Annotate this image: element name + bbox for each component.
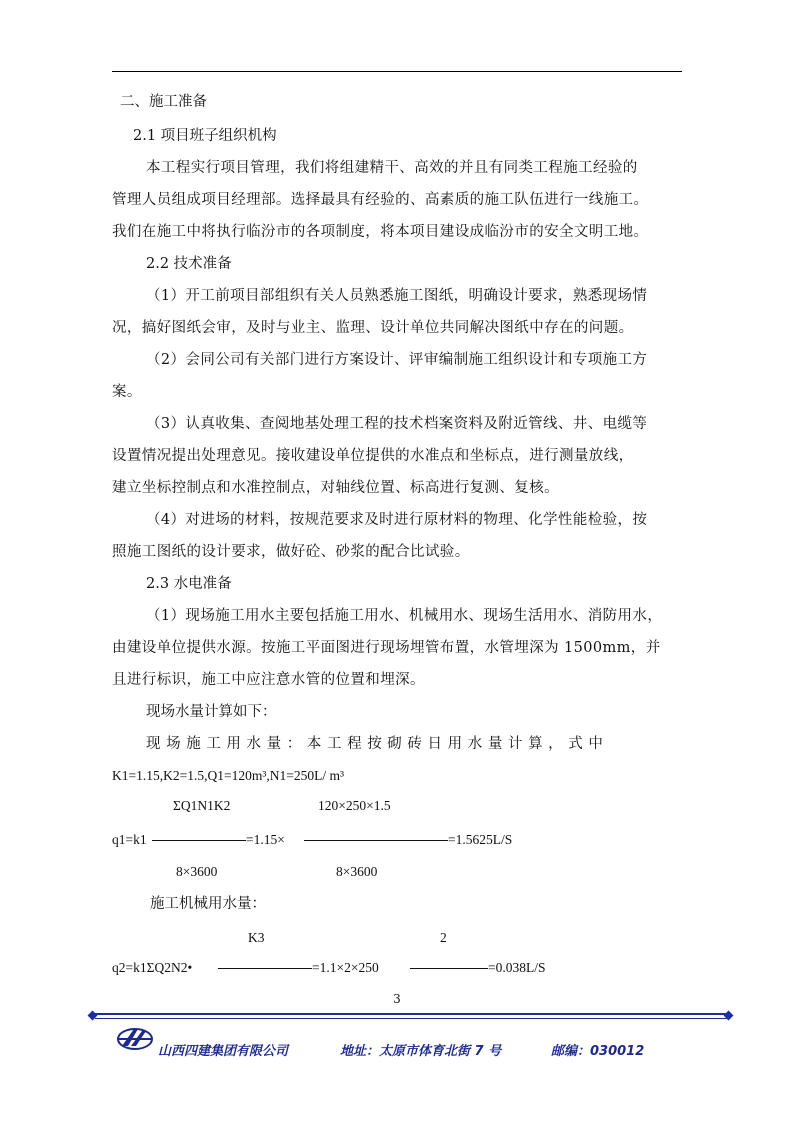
formula2-rhs: =0.038L/S — [488, 960, 546, 975]
formula1-denominator-a: 8×3600 — [176, 864, 218, 879]
calc-intro: 现场水量计算如下： — [146, 704, 277, 720]
formula2-mid: =1.1×2×250 — [312, 960, 379, 975]
header-rule — [112, 71, 682, 72]
paragraph-line: 管理人员组成项目经理部。选择最具有经验的、高素质的施工队伍进行一线施工。 — [112, 192, 649, 208]
paragraph-line: （1）开工前项目部组织有关人员熟悉施工图纸，明确设计要求，熟悉现场情 — [146, 288, 648, 304]
page-number: 3 — [393, 992, 401, 1006]
formula2-numerator-b: 2 — [440, 930, 447, 945]
company-logo-icon — [116, 1026, 154, 1052]
formula1-numerator-b: 120×250×1.5 — [318, 798, 391, 813]
paragraph-line: （3）认真收集、查阅地基处理工程的技术档案资料及附近管线、井、电缆等 — [146, 416, 648, 432]
formula2-lhs: q2=k1ΣQ2N2• — [112, 960, 193, 975]
paragraph-line: 建立坐标控制点和水准控制点，对轴线位置、标高进行复测、复核。 — [112, 480, 559, 496]
heading-2-2: 2.2 技术准备 — [146, 256, 232, 272]
footer-postcode: 邮编：030012 — [551, 1044, 645, 1059]
section-title: 二、施工准备 — [120, 94, 207, 110]
paragraph-line: （4）对进场的材料，按规范要求及时进行原材料的物理、化学性能检验，按 — [146, 512, 648, 528]
formula1-denominator-b: 8×3600 — [336, 864, 378, 879]
footer-company: 山西四建集团有限公司 — [158, 1044, 289, 1059]
paragraph-line: 照施工图纸的设计要求，做好砼、砂浆的配合比试验。 — [112, 544, 470, 560]
formula1-lhs: q1=k1 — [112, 832, 147, 847]
formula1-fraction-bar-a — [152, 840, 246, 841]
formula2-fraction-bar-a — [218, 968, 312, 969]
water-use-line: 现 场 施 工 用 水 量 ： 本 工 程 按 砌 砖 日 用 水 量 计 算 ， 式 中 — [146, 736, 604, 752]
paragraph-line: 由建设单位提供水源。按施工平面图进行现场埋管布置，水管埋深为 1500mm，并 — [112, 640, 661, 656]
formula2-numerator-a: K3 — [248, 930, 265, 945]
formula1-numerator-a: ΣQ1N1K2 — [173, 798, 231, 813]
paragraph-line: 设置情况提出处理意见。接收建设单位提供的水准点和坐标点，进行测量放线， — [112, 448, 634, 464]
paragraph-line: （1）现场施工用水主要包括施工用水、机械用水、现场生活用水、消防用水， — [146, 608, 663, 624]
formula1-fraction-bar-b — [304, 840, 448, 841]
paragraph-line: 案。 — [112, 384, 142, 400]
paragraph-line: 我们在施工中将执行临汾市的各项制度，将本项目建设成临汾市的安全文明工地。 — [112, 224, 649, 240]
formula1-mid: =1.15× — [246, 832, 285, 847]
formula1-rhs: =1.5625L/S — [448, 832, 513, 847]
paragraph-line: 且进行标识，施工中应注意水管的位置和埋深。 — [112, 672, 425, 688]
footer-rule-bottom — [95, 1018, 728, 1019]
heading-2-1: 2.1 项目班子组织机构 — [133, 128, 277, 144]
paragraph-line: 况，搞好图纸会审，及时与业主、监理、设计单位共同解决图纸中存在的问题。 — [112, 320, 634, 336]
paragraph-line: 本工程实行项目管理，我们将组建精干、高效的并且有同类工程施工经验的 — [146, 160, 638, 176]
heading-2-3: 2.3 水电准备 — [146, 576, 232, 592]
footer-address: 地址：太原市体育北街 7 号 — [340, 1044, 502, 1059]
formula2-fraction-bar-b — [410, 968, 488, 969]
paragraph-line: （2）会同公司有关部门进行方案设计、评审编制施工组织设计和专项施工方 — [146, 352, 648, 368]
footer-rule-top — [95, 1013, 728, 1015]
params-line: K1=1.15,K2=1.5,Q1=120m³,N1=250L/ m³ — [112, 768, 345, 783]
machine-water-label: 施工机械用水量： — [150, 896, 266, 912]
